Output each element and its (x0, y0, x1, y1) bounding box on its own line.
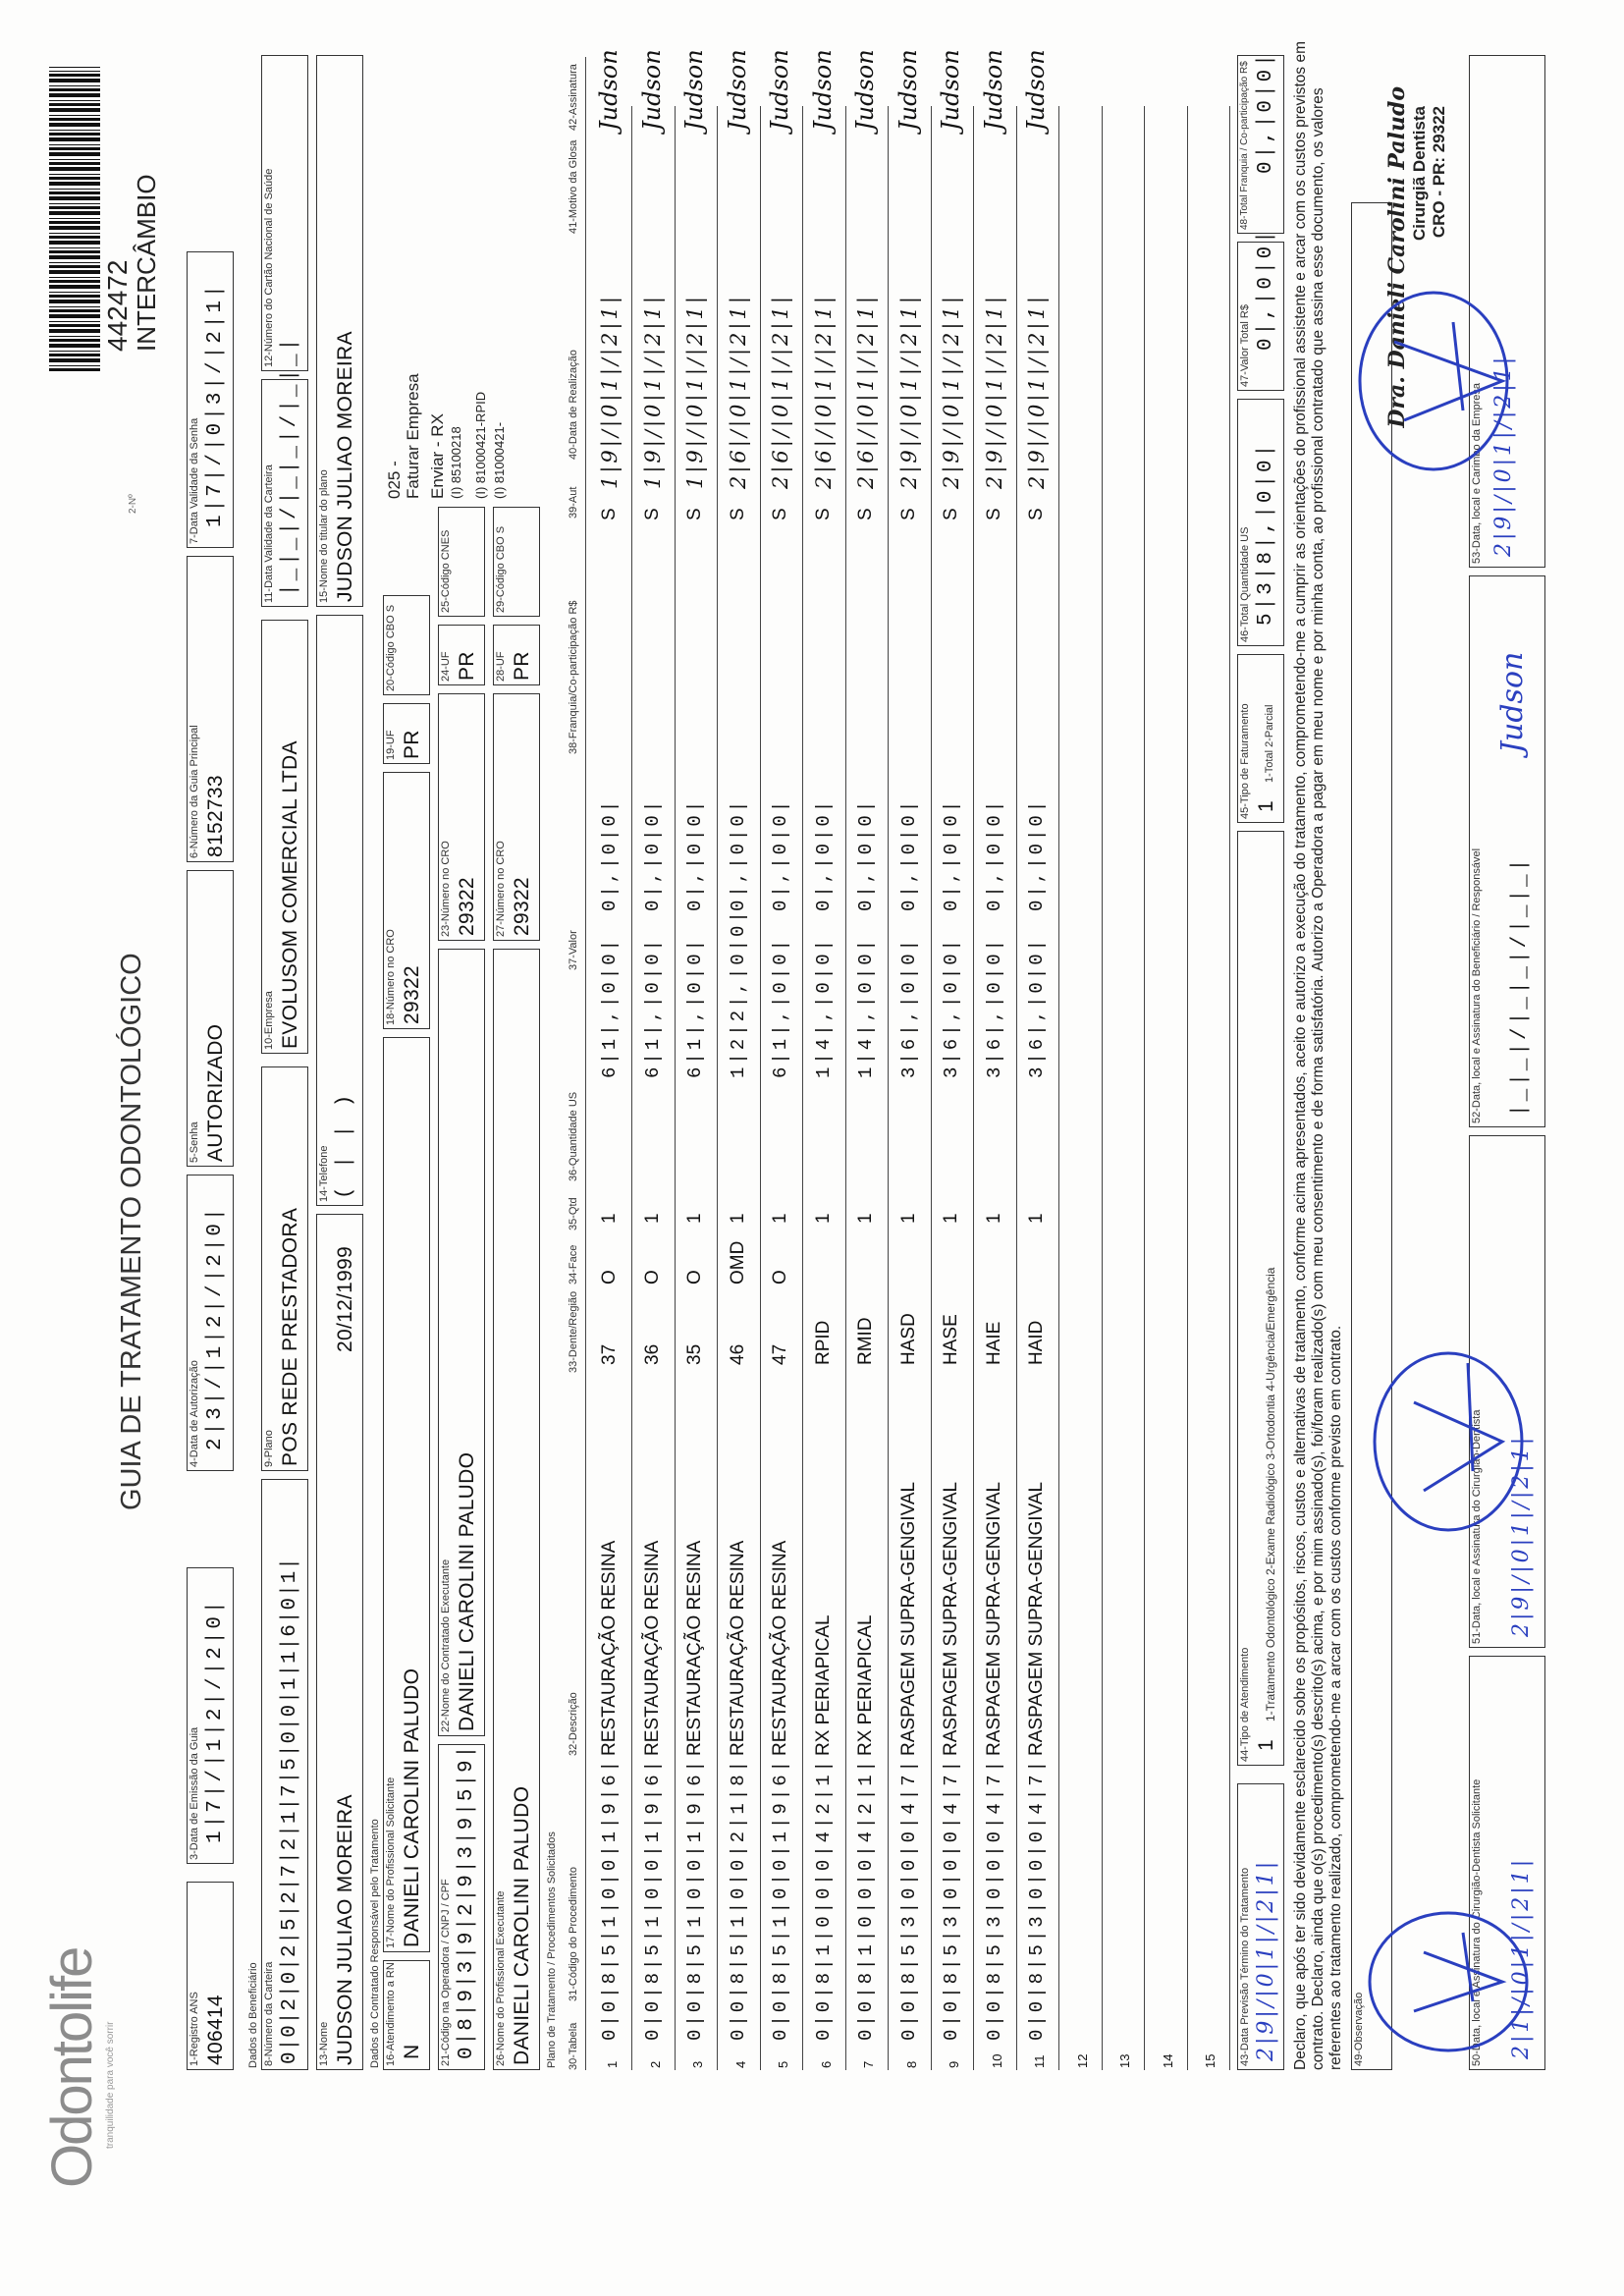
cell-data: 2|6|/|0|1|/|2|1| (726, 294, 750, 489)
titular-value: JUDSON JULIAO MOREIRA (334, 331, 356, 602)
cell-codigo: 0|0|8|5|3|0|0|0|4|7| (897, 1757, 920, 2041)
cell-valor: 0|,|0|0| (727, 797, 749, 911)
cell-codigo: 0|0|8|1|0|0|0|4|2|1| (855, 1757, 877, 2041)
cell-assinatura: Judson (808, 49, 837, 131)
field-cro-executante: 27-Número no CRO 29322 (493, 693, 540, 941)
cell-data: 2|9|/|0|1|/|2|1| (940, 294, 963, 489)
cell-valor: 0|,|0|0| (812, 797, 835, 911)
cell-valor: 0|,|0|0| (983, 797, 1005, 911)
cell-qtd: 1 (770, 1213, 790, 1224)
table-row (803, 49, 846, 2070)
cell-descricao: RESTAURAÇÃO RESINA (599, 1540, 620, 1756)
telefone-value: ( | | ) (334, 1091, 356, 1199)
cell-valor: 0|,|0|0| (1026, 797, 1048, 911)
cell-n: 8 (903, 2060, 919, 2068)
cell-face: O (641, 1270, 663, 1285)
cell-codigo: 0|0|8|5|1|0|0|1|9|6| (770, 1757, 791, 2041)
executante-value: DANIELI CAROLINI PALUDO (511, 1785, 533, 2065)
cell-valor: 0|,|0|0| (684, 797, 706, 911)
stamp-cro: CRO - PR: 29322 (1430, 106, 1448, 239)
cell-assinatura: Judson (766, 49, 793, 131)
field-observacao: 49-Observação (1351, 202, 1392, 2070)
field-senha: 5-Senha AUTORIZADO (187, 870, 234, 1167)
cell-assinatura: Judson (595, 49, 623, 131)
table-row (675, 49, 718, 2070)
cell-face: O (684, 1270, 705, 1285)
cell-dente: HAID (1026, 1320, 1047, 1365)
table-row (589, 49, 632, 2070)
assinatura-beneficiario-date: |_|_|/|_|_|/|_|_| (1509, 855, 1532, 1117)
dentist-signature-scribble (1355, 1088, 1551, 2070)
field-plano: 9-Plano POS REDE PRESTADORA (261, 1066, 308, 1471)
field-carteira: 8-Número da Carteira 0|0|2|0|2|5|2|7|2|1|7|5|0|0|1|1|6|0|1| (261, 1479, 308, 2070)
cell-valor: 0|,|0|0| (897, 797, 920, 911)
cell-descricao: RASPAGEM SUPRA-GENGIVAL (1026, 1481, 1047, 1756)
cell-descricao: RESTAURAÇÃO RESINA (641, 1540, 663, 1756)
field-data-emissao: 3-Data de Emissão da Guia 1|7|/|1|2|/|2|0| (187, 1567, 234, 1864)
data-emissao-value: 1|7|/|1|2|/|2|0| (204, 1598, 227, 1843)
declaration-line-3: referentes ao tratamento realizado, comprometendo-me a arcar com os custos conforme previsto em contrato. (1327, 1325, 1344, 2070)
cell-dente: 47 (770, 1343, 790, 1365)
cell-data: 1|9|/|0|1|/|2|1| (598, 294, 622, 489)
plano-value: POS REDE PRESTADORA (279, 1207, 301, 1466)
cell-qtd: 1 (1026, 1213, 1047, 1224)
declaration-line-2: contrato. Declaro, ainda que o(s) procedimento(s) descrito(s) acima, e por mim assinado(s), foi/foram realizado(s) com meu consentimento e de forma satisfatória. Autorizo a Operadora a pagar em meu nome e por minha conta, ao profissional contratado que assina esse documento, os valores (1310, 87, 1326, 2070)
cell-descricao: RX PERIAPICAL (812, 1614, 834, 1756)
cell-dente: HAIE (983, 1321, 1004, 1365)
nascimento-value: 20/12/1999 (334, 1245, 356, 1352)
cell-descricao: RESTAURAÇÃO RESINA (684, 1540, 705, 1756)
total-us-value: 5|3|8|,|0|0| (1255, 441, 1277, 626)
cell-us: 3|6|,|0|0| (1026, 936, 1048, 1078)
cell-descricao: RESTAURAÇÃO RESINA (727, 1540, 748, 1756)
cell-aut: S (983, 508, 1004, 520)
cell-aut: S (727, 508, 748, 520)
field-cbo-executante: 29-Código CBO S (493, 507, 540, 617)
cell-data: 2|6|/|0|1|/|2|1| (811, 294, 836, 489)
table-row (1059, 106, 1103, 2070)
cell-codigo: 0|0|8|5|3|0|0|0|4|7| (941, 1757, 962, 2041)
cell-n: 14 (1160, 2053, 1175, 2068)
guia-number-label: 2-Nº (128, 494, 138, 514)
cell-assinatura: Judson (893, 49, 922, 131)
cell-aut: S (684, 508, 705, 520)
cell-qtd: 1 (941, 1213, 961, 1224)
side-notes: 025 - Faturar Empresa Enviar - RX (I) 85100218 (I) 81000421-RPID (I) 81000421- (385, 373, 507, 499)
field-rn: 16-Atendimento a RN N (383, 1960, 430, 2070)
field-tipo-atendimento: 44-Tipo de Atendimento 1 1-Tratamento Odontológico 2-Exame Radiológico 3-Ortodontia 4-Urgência/Emergência (1237, 831, 1284, 1766)
cell-codigo: 0|0|8|5|1|0|0|1|9|6| (599, 1757, 621, 2041)
cell-valor: 0|,|0|0| (855, 797, 877, 911)
cell-valor: 0|,|0|0| (941, 797, 962, 911)
cell-assinatura: Judson (979, 49, 1007, 131)
field-codigo-operadora: 21-Código na Operadora / CNPJ / CPF 0|8|9|3|9|2|9|3|9|5|9| (438, 1744, 485, 2070)
cell-codigo: 0|0|8|5|1|0|0|1|9|6| (641, 1757, 664, 2041)
assinatura-dentista-date: 2|9|/|0|1|/|2|1| (1509, 1434, 1534, 1637)
cell-face: O (599, 1270, 620, 1285)
cell-descricao: RASPAGEM SUPRA-GENGIVAL (897, 1481, 919, 1756)
cell-n: 15 (1203, 2053, 1218, 2068)
cell-valor: 0|,|0|0| (641, 797, 664, 911)
cell-codigo: 0|0|8|5|1|0|0|1|9|6| (684, 1757, 706, 2041)
cell-n: 6 (818, 2060, 834, 2068)
cell-n: 7 (861, 2060, 876, 2068)
cell-dente: RMID (855, 1317, 876, 1365)
cell-assinatura: Judson (680, 49, 708, 131)
cell-aut: S (641, 508, 663, 520)
field-carimbo-empresa: 53-Data, local e Carimbo da Empresa 2|9|/|0|1|/|2|1| (1469, 55, 1545, 568)
cell-assinatura: Judson (851, 49, 879, 131)
cell-aut: S (855, 508, 876, 520)
cell-aut: S (941, 508, 961, 520)
cell-data: 2|9|/|0|1|/|2|1| (896, 294, 921, 489)
cell-face: OMD (727, 1240, 748, 1285)
field-uf-contratado: 24-UF PR (438, 625, 485, 685)
cell-qtd: 1 (727, 1213, 748, 1224)
cell-us: 1|4|,|0|0| (855, 936, 877, 1078)
cell-n: 2 (647, 2060, 663, 2068)
field-telefone: 14-Telefone ( | | ) (316, 615, 363, 1206)
assinatura-solicitante-date: 2|1|/|0|1|/|2|1| (1509, 1856, 1534, 2059)
cell-aut: S (897, 508, 919, 520)
guia-number: 442472 (102, 259, 133, 352)
cell-us: 3|6|,|0|0| (941, 936, 962, 1078)
field-registro-ans: 1-Registro ANS 406414 (187, 1882, 234, 2070)
data-autorizacao-value: 2|3|/|1|2|/|2|0| (204, 1205, 227, 1450)
cell-us: 3|6|,|0|0| (897, 936, 920, 1078)
cell-us: 1|2|2|,|0|0| (727, 908, 749, 1078)
cell-codigo: 0|0|8|5|3|0|0|0|4|7| (1026, 1757, 1048, 2041)
contratado-executante-value: DANIELI CAROLINI PALUDO (456, 1451, 478, 1731)
cell-us: 1|4|,|0|0| (812, 936, 835, 1078)
cell-n: 11 (1032, 2054, 1047, 2068)
cell-data: 2|9|/|0|1|/|2|1| (1025, 294, 1049, 489)
cell-data: 2|6|/|0|1|/|2|1| (854, 294, 878, 489)
cell-assinatura: Judson (937, 49, 964, 131)
codigo-operadora-value: 0|8|9|3|9|2|9|3|9|5|9| (456, 1743, 478, 2059)
cell-dente: 46 (727, 1343, 748, 1365)
field-validade-senha: 7-Data Validade da Senha 1|7|/|0|3|/|2|1| (187, 251, 234, 548)
cell-dente: HASE (941, 1314, 961, 1365)
table-row (718, 49, 761, 2070)
field-total-franquia: 48-Total Franquia / Co-participação R$ 0|,|0|0| (1237, 55, 1284, 234)
guia-number-sub: INTERCÂMBIO (132, 174, 161, 352)
stamp-signature-scribble (1355, 273, 1551, 489)
cell-descricao: RASPAGEM SUPRA-GENGIVAL (983, 1481, 1004, 1756)
cell-n: 5 (776, 2060, 790, 2068)
cell-data: 2|9|/|0|1|/|2|1| (982, 294, 1006, 489)
cell-descricao: RASPAGEM SUPRA-GENGIVAL (941, 1481, 961, 1756)
cell-face: O (770, 1270, 790, 1285)
cell-qtd: 1 (684, 1213, 705, 1224)
rn-value: N (401, 2044, 423, 2059)
logo (39, 1948, 116, 2188)
cell-valor: 0|,|0|0| (599, 797, 621, 911)
cell-qtd: 1 (641, 1213, 663, 1224)
tipo-atendimento-value: 1 (1255, 1739, 1277, 1751)
field-validade-carteira: 11-Data Validade da Carteira |_|_|/|_|_|/|_|_| (261, 379, 308, 607)
nome-value: JUDSON JULIAO MOREIRA (334, 1794, 356, 2065)
field-uf-solicitante: 19-UF PR (383, 703, 430, 764)
field-cro-solicitante: 18-Número no CRO 29322 (383, 772, 430, 1029)
carimbo-empresa-date: 2|9|/|0|1|/|2|1| (1491, 354, 1516, 557)
cell-aut: S (770, 508, 790, 520)
cell-dente: 35 (684, 1343, 705, 1365)
registro-ans-value: 406414 (204, 1995, 227, 2065)
senha-value: AUTORIZADO (204, 1023, 227, 1162)
logo-text: Odontolife (40, 1947, 104, 2188)
cell-dente: 36 (641, 1343, 663, 1365)
stamp-title: Cirurgiã Dentista (1410, 106, 1429, 241)
cell-us: 6|1|,|0|0| (599, 936, 621, 1078)
carteira-value: 0|0|2|0|2|5|2|7|2|1|7|5|0|0|1|1|6|0|1| (279, 1557, 301, 2064)
cell-us: 6|1|,|0|0| (684, 936, 706, 1078)
cell-assinatura: Judson (637, 49, 666, 131)
form-title: GUIA DE TRATAMENTO ODONTOLÓGICO (116, 953, 147, 1510)
field-assinatura-dentista: 51-Data, local e Assinatura do Cirurgião-Dentista 2|9|/|0|1|/|2|1| (1469, 1135, 1545, 1648)
field-assinatura-solicitante: 50-Data, local e Assinatura do Cirurgião-Dentista Solicitante 2|1|/|0|1|/|2|1| (1469, 1656, 1545, 2070)
previsao-termino-value: 2|9|/|0|1|/|2|1| (1254, 1858, 1278, 2061)
table-row (889, 49, 932, 2070)
cell-data: 2|6|/|0|1|/|2|1| (769, 294, 792, 489)
section-beneficiario: Dados do Beneficiário (247, 1962, 259, 2068)
field-total-us: 46-Total Quantidade US 5|3|8|,|0|0| (1237, 399, 1284, 646)
cell-codigo: 0|0|8|1|0|0|0|4|2|1| (812, 1757, 835, 2041)
barcode (49, 67, 100, 371)
cell-codigo: 0|0|8|5|1|0|0|2|1|8| (727, 1757, 749, 2041)
table-row (1016, 49, 1059, 2070)
field-guia-principal: 6-Número da Guia Principal 8152733 (187, 556, 234, 862)
field-cnes: 25-Código CNES (438, 507, 485, 617)
cell-n: 1 (605, 2060, 620, 2068)
solicitante-value: DANIELI CAROLINI PALUDO (401, 1667, 423, 1947)
cell-n: 13 (1117, 2053, 1132, 2068)
section-contratado: Dados do Contratado Responsável pelo Tratamento (369, 1819, 381, 2068)
cell-aut: S (1026, 508, 1047, 520)
field-profissional-executante: 26-Nome do Profissional Executante DANIELI CAROLINI PALUDO (493, 949, 540, 2070)
cell-qtd: 1 (983, 1213, 1004, 1224)
field-assinatura-beneficiario: 52-Data, local e Assinatura do Beneficiário / Responsável |_|_|/|_|_|/|_|_| Judson (1469, 575, 1545, 1127)
cell-aut: S (812, 508, 834, 520)
cell-dente: HASD (897, 1313, 919, 1365)
field-nome: 13-Nome JUDSON JULIAO MOREIRA 20/12/1999 (316, 1214, 363, 2070)
cell-us: 6|1|,|0|0| (641, 936, 664, 1078)
cell-valor: 0|,|0|0| (770, 797, 791, 911)
cell-n: 10 (989, 2053, 1004, 2068)
cell-dente: 37 (599, 1343, 620, 1365)
cell-qtd: 1 (599, 1213, 620, 1224)
field-empresa: 10-Empresa EVOLUSOM COMERCIAL LTDA (261, 620, 308, 1054)
cro-solicitante-value: 29322 (401, 965, 423, 1024)
cell-descricao: RX PERIAPICAL (855, 1614, 876, 1756)
section-procedimentos: Plano de Tratamento / Procedimentos Solicitados (546, 1831, 558, 2068)
cell-n: 9 (947, 2060, 961, 2068)
table-row (974, 49, 1017, 2070)
stamp-name: Dra. Danieli Carolini Paludo (1384, 86, 1410, 428)
cell-aut: S (599, 508, 620, 520)
field-cns: 12-Número do Cartão Nacional de Saúde (261, 55, 308, 371)
logo-tagline: tranquilidade para você sorrir (105, 2021, 116, 2149)
procedures-header: 30-Tabela 31-Código do Procedimento 32-Descrição 33-Dente/Região 34-Face 35-Qtd 36-Quantidade US 37-Valor 38-Franquia/Co-participação R$ 39-Aut 40-Data de Realização 41-Motivo da Glosa 42-Assinatura (564, 57, 586, 2070)
table-row (845, 49, 889, 2070)
cell-us: 3|6|,|0|0| (983, 936, 1005, 1078)
field-cro-contratado: 23-Número no CRO 29322 (438, 693, 485, 941)
cell-data: 1|9|/|0|1|/|2|1| (683, 294, 707, 489)
empresa-value: EVOLUSOM COMERCIAL LTDA (279, 740, 301, 1049)
table-row (1145, 106, 1188, 2070)
field-titular: 15-Nome do titular do plano JUDSON JULIAO MOREIRA (316, 55, 363, 607)
cell-qtd: 1 (812, 1213, 834, 1224)
field-uf-executante: 28-UF PR (493, 625, 540, 685)
field-previsao-termino: 43-Data Previsão Término do Tratamento 2|9|/|0|1|/|2|1| (1237, 1783, 1284, 2070)
table-row (1102, 106, 1145, 2070)
guia-principal-value: 8152733 (204, 775, 227, 857)
cell-n: 4 (732, 2060, 748, 2068)
validade-carteira-value: |_|_|/|_|_|/|_|_| (279, 335, 301, 596)
validade-senha-value: 1|7|/|0|3|/|2|1| (204, 282, 227, 527)
cell-qtd: 1 (855, 1213, 876, 1224)
cell-n: 12 (1074, 2053, 1090, 2068)
cell-codigo: 0|0|8|5|3|0|0|0|4|7| (983, 1757, 1005, 2041)
field-cbo-solicitante: 20-Código CBO S (383, 595, 430, 695)
cell-descricao: RESTAURAÇÃO RESINA (770, 1540, 790, 1756)
cell-assinatura: Judson (1022, 49, 1050, 131)
field-contratado-executante: 22-Nome do Contratado Executante DANIELI CAROLINI PALUDO (438, 949, 485, 1736)
beneficiario-signature: Judson (1495, 651, 1530, 753)
table-row (632, 49, 676, 2070)
declaration-line-1: Declaro, que após ter sido devidamente esclarecido sobre os propósitos, riscos, custos e alternativas de tratamento, conforme acima apresentados, aceito e autorizo a execução do tratamento, comprometendo-me a cumprir as orientações do profissional assistente e arcar com os custos previstos em (1292, 41, 1309, 2070)
table-row (760, 49, 803, 2070)
cell-data: 1|9|/|0|1|/|2|1| (640, 294, 665, 489)
table-row (1187, 106, 1230, 2070)
cell-n: 3 (690, 2060, 705, 2068)
field-valor-total: 47-Valor Total R$ 0|,|0|0| (1237, 242, 1284, 391)
field-data-autorizacao: 4-Data de Autorização 2|3|/|1|2|/|2|0| (187, 1175, 234, 1471)
field-tipo-faturamento: 45-Tipo de Faturamento 1 1-Total 2-Parcial (1237, 654, 1284, 823)
cell-qtd: 1 (897, 1213, 919, 1224)
field-profissional-solicitante: 17-Nome do Profissional Solicitante DANIELI CAROLINI PALUDO (383, 1037, 430, 1952)
cell-assinatura: Judson (723, 49, 751, 131)
cell-dente: RPID (812, 1320, 834, 1365)
table-row (931, 49, 974, 2070)
cell-us: 6|1|,|0|0| (770, 936, 791, 1078)
